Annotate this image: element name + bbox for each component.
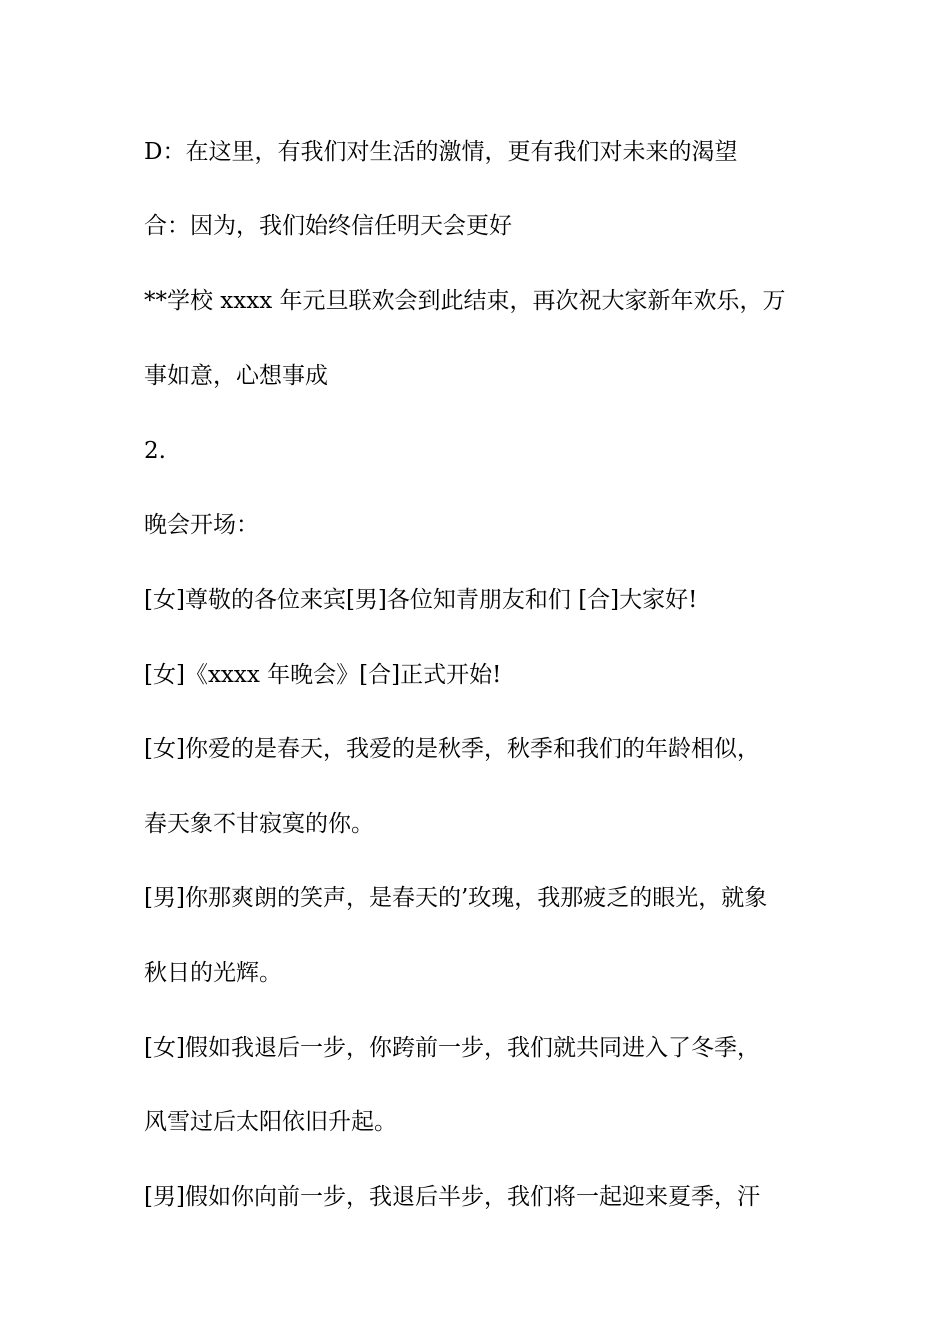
text-line: 风雪过后太阳依旧升起。 (144, 1109, 397, 1135)
text-line: [女]《xxxx 年晚会》[合]正式开始! (144, 662, 502, 688)
text-line: [男]假如你向前一步，我退后半步，我们将一起迎来夏季，汗 (144, 1184, 760, 1210)
text-line: [女]假如我退后一步，你跨前一步，我们就共同进入了冬季， (144, 1035, 760, 1061)
text-line: [男]你那爽朗的笑声，是春天的’玫瑰，我那疲乏的眼光，就象 (144, 885, 768, 911)
text-line: [女]你爱的是春天，我爱的是秋季，秋季和我们的年龄相似， (144, 736, 760, 762)
text-line: 秋日的光辉。 (144, 960, 282, 986)
text-line: 春天象不甘寂寞的你。 (144, 811, 374, 837)
text-line: D：在这里，有我们对生活的激情，更有我们对未来的渴望 (144, 139, 738, 165)
text-line: 事如意，心想事成 (144, 363, 328, 389)
section-heading: 晚会开场： (144, 512, 259, 538)
section-number: 2. (144, 438, 166, 464)
text-line: **学校 xxxx 年元旦联欢会到此结束，再次祝大家新年欢乐，万 (144, 288, 786, 314)
text-line: [女]尊敬的各位来宾[男]各位知青朋友和们 [合]大家好! (144, 587, 698, 613)
text-line: 合：因为，我们始终信任明天会更好 (144, 213, 512, 239)
